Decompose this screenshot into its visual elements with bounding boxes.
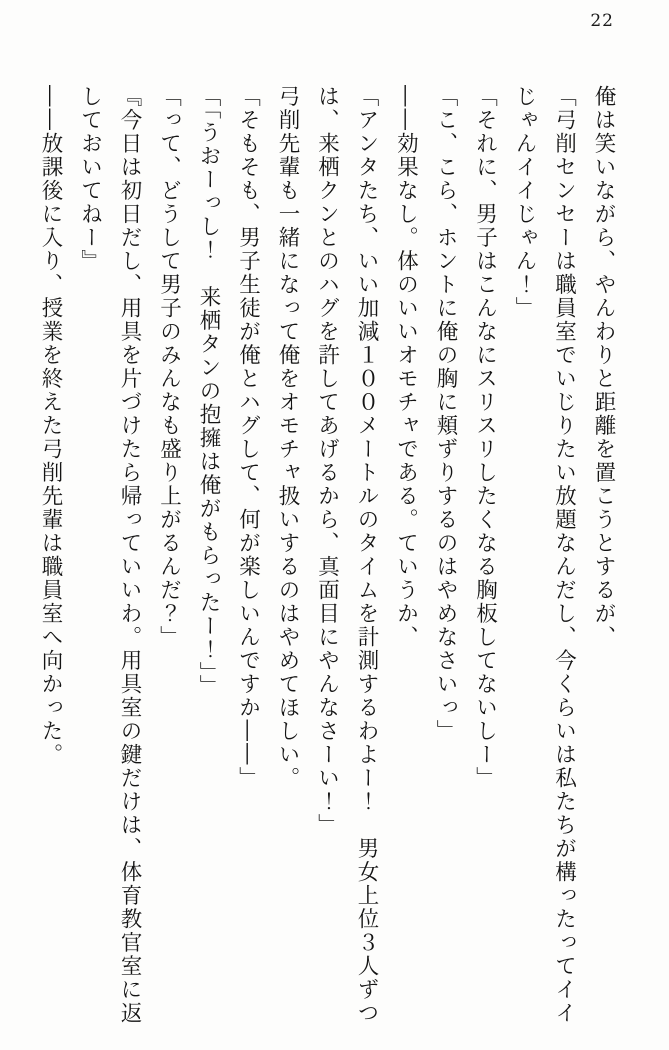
text-line: 弓削先輩も一緒になって俺をオモチャ扱いするのはやめてほしい。 bbox=[275, 85, 300, 790]
text-line: じゃんイイじゃん！」 bbox=[512, 85, 537, 320]
text-line: 「それに、男子はこんなにスリスリしたくなる胸板してないしー」 bbox=[472, 85, 498, 790]
text-line: 「「うおーっし！ 来栖タンの抱擁は俺がもらったー！」」 bbox=[196, 85, 221, 698]
text-line: ――効果なし。体のいいオモチャである。ていうか、 bbox=[393, 85, 419, 649]
text-line: 俺は笑いながら、やんわりと距離を置こうとするが、 bbox=[591, 85, 616, 649]
text-line: 「弓削センセーは職員室でいじりたい放題なんだし、今くらいは私たちが構ったってイイ bbox=[551, 85, 577, 1025]
text-line: 「って、どうして男子のみんなも盛り上がるんだ？」 bbox=[156, 85, 182, 649]
text-line: 「こ、こら、ホントに俺の胸に頬ずりするのはやめなさいっ」 bbox=[433, 85, 458, 743]
text-line: しておいてねー』 bbox=[77, 85, 103, 273]
page-number: 22 bbox=[590, 11, 614, 31]
text-line: は、来栖クンとのハグを許してあげるから、真面目にやんなさーい！」 bbox=[314, 85, 340, 837]
text-line: 「アンタたち、いい加減１００メートルのタイムを計測するわよー！ 男女上位３人ずつ bbox=[354, 85, 379, 1025]
text-line: 「そもそも、男子生徒が俺とハグして、何が楽しいんですか――」 bbox=[235, 85, 261, 790]
text-line: ――放課後に入り、授業を終えた弓削先輩は職員室へ向かった。 bbox=[38, 85, 63, 767]
vertical-text-block bbox=[31, 85, 624, 1031]
text-line: 『今日は初日だし、用具を片づけたら帰っていいわ。用具室の鍵だけは、体育教官室に返 bbox=[117, 85, 142, 1025]
